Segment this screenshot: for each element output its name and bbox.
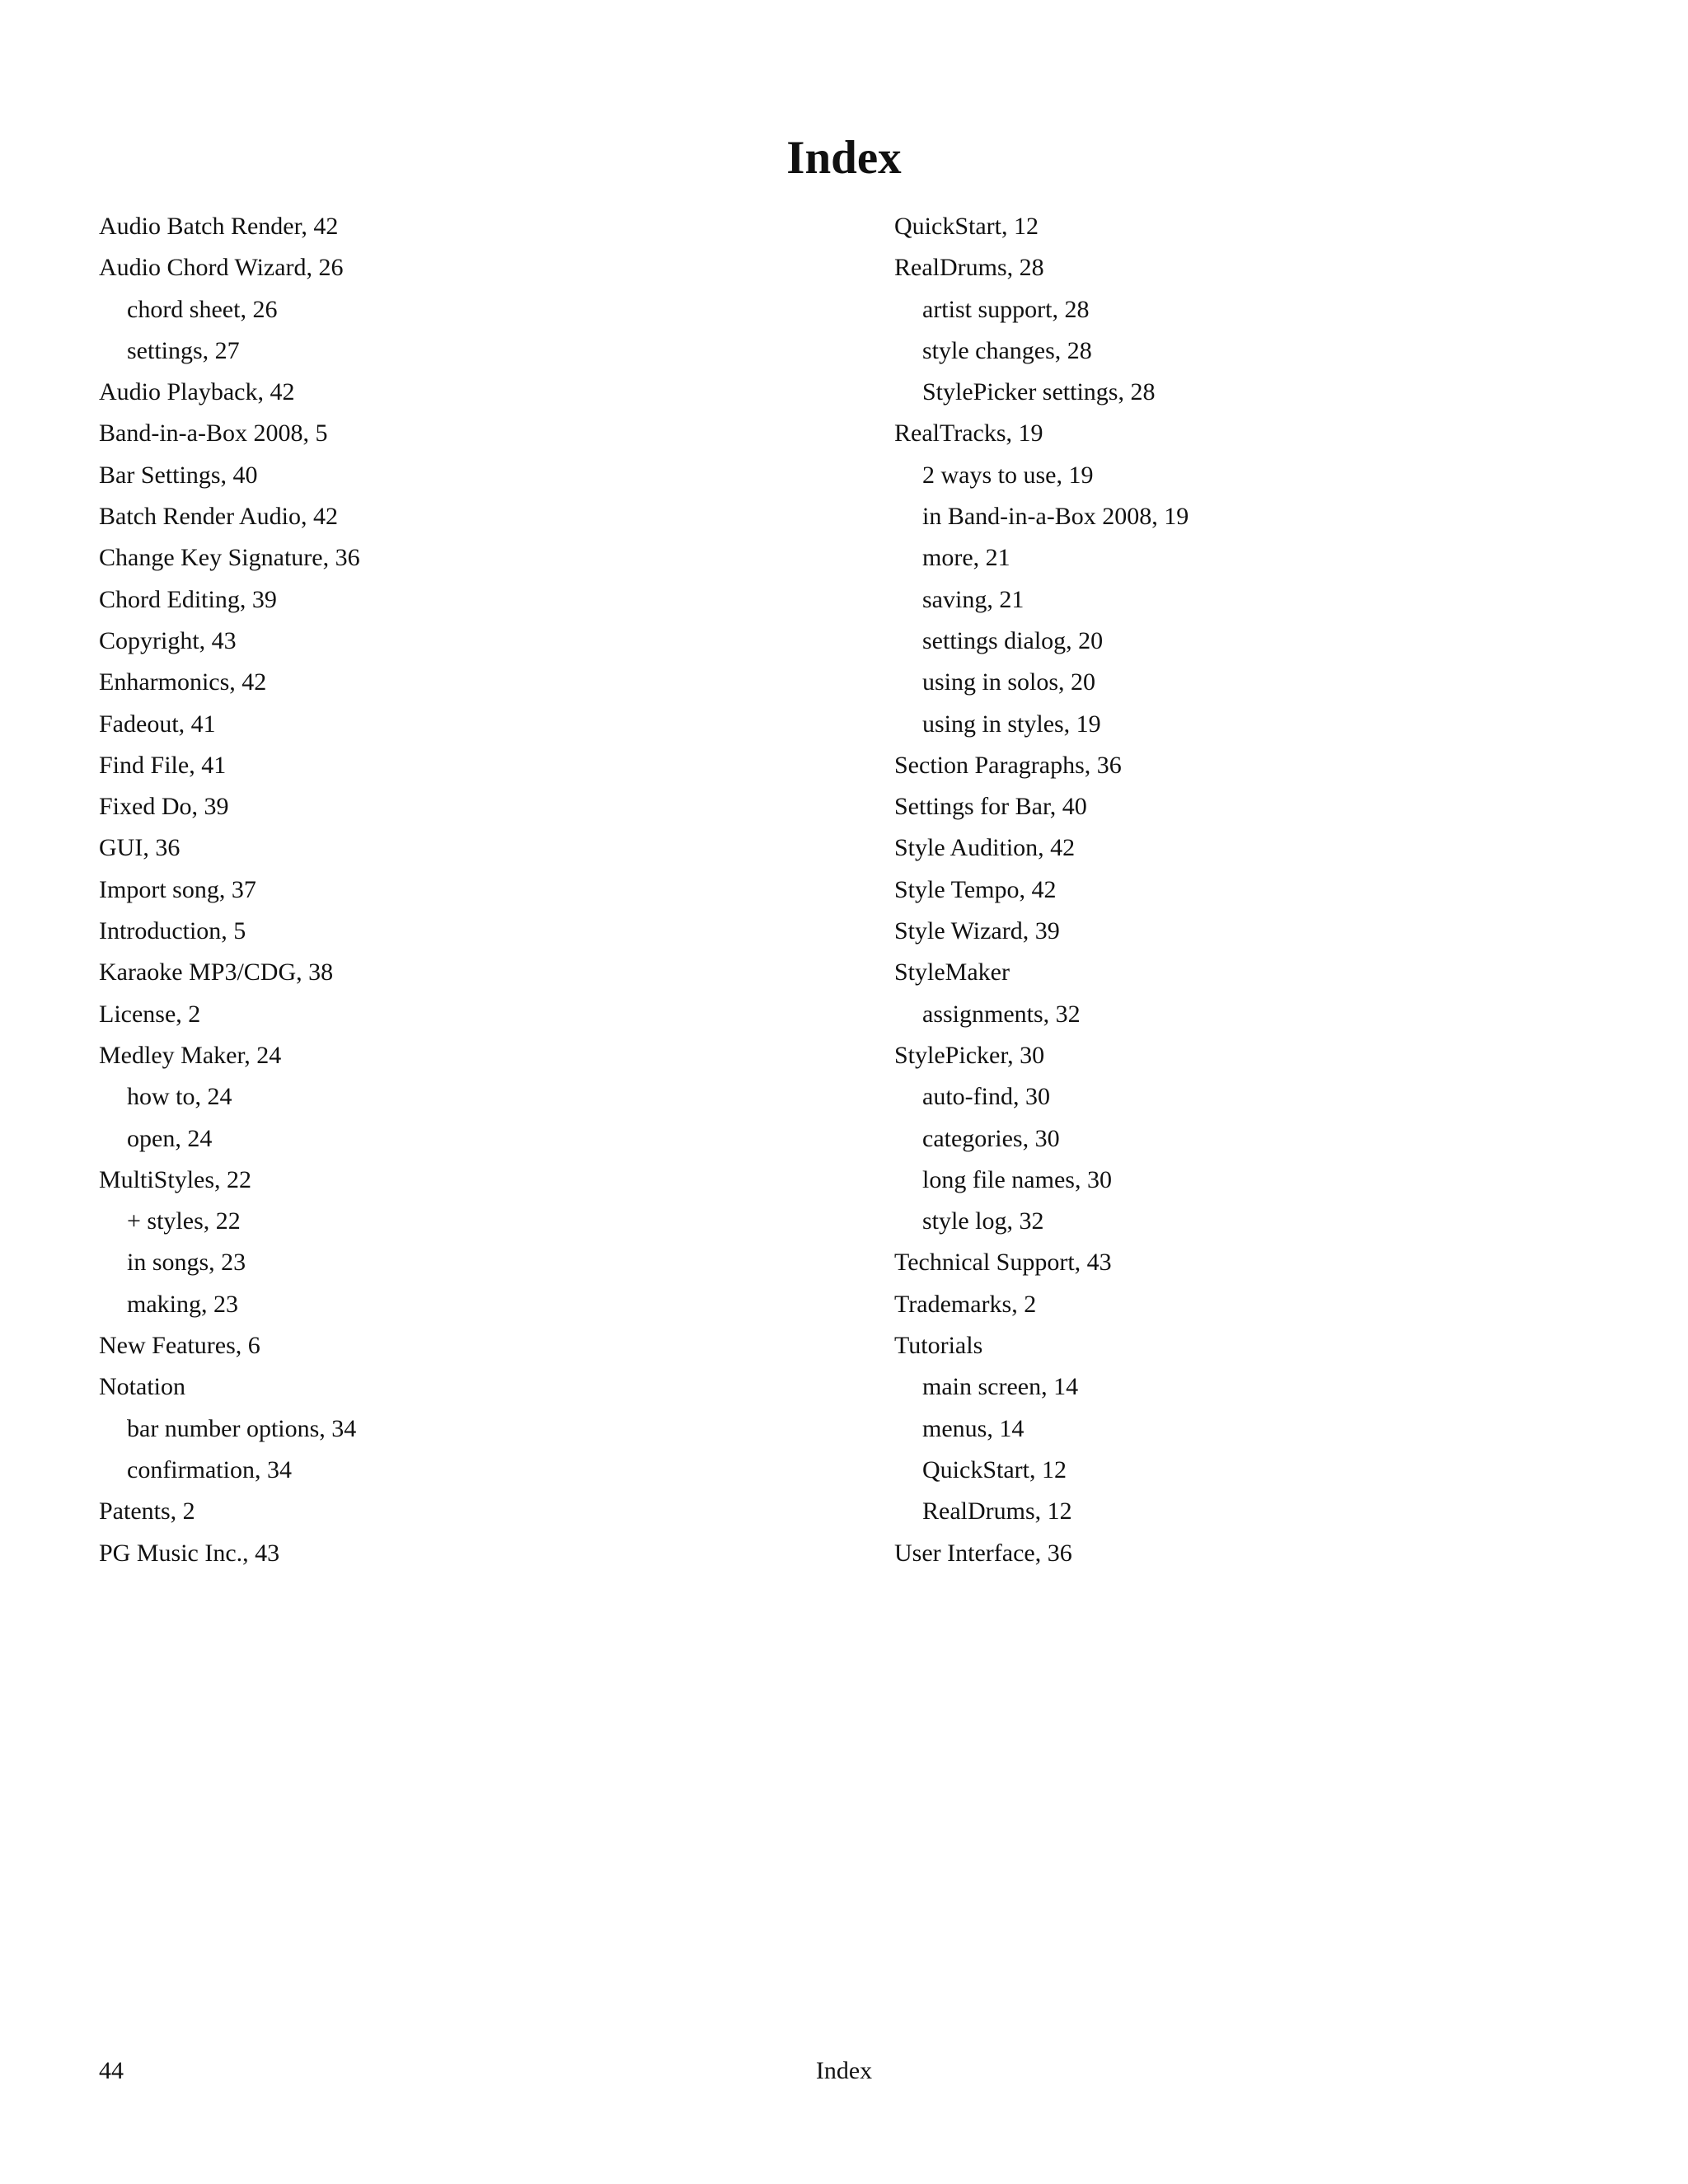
index-entry: Chord Editing, 39 [99, 585, 277, 613]
index-column-left [99, 206, 874, 1574]
index-entry: MultiStyles, 22 [99, 1165, 252, 1193]
index-subentry: RealDrums, 12 [922, 1497, 1072, 1526]
index-entry: Audio Playback, 42 [99, 378, 295, 406]
index-subentry: auto-find, 30 [922, 1083, 1050, 1111]
index-entry: Audio Chord Wizard, 26 [99, 254, 344, 282]
index-subentry: open, 24 [127, 1124, 213, 1152]
index-subentry: in Band-in-a-Box 2008, 19 [922, 503, 1189, 531]
index-subentry: 2 ways to use, 19 [922, 461, 1094, 489]
index-entry: Batch Render Audio, 42 [99, 503, 338, 531]
index-entry: Trademarks, 2 [894, 1290, 1037, 1318]
footer-section-name: Index [815, 2057, 873, 2084]
index-entry: Change Key Signature, 36 [99, 544, 360, 572]
index-subentry: using in solos, 20 [922, 668, 1096, 696]
index-subentry: bar number options, 34 [127, 1414, 357, 1442]
index-entry: QuickStart, 12 [894, 213, 1039, 240]
index-entry: Technical Support, 43 [894, 1249, 1112, 1277]
index-subentry: menus, 14 [922, 1414, 1025, 1442]
footer-page-number: 44 [99, 2057, 124, 2084]
index-subentry: confirmation, 34 [127, 1455, 292, 1483]
index-subentry: categories, 30 [922, 1124, 1060, 1152]
index-entry: Style Audition, 42 [894, 834, 1076, 862]
index-entry: Import song, 37 [99, 875, 256, 903]
index-subentry: QuickStart, 12 [922, 1455, 1067, 1483]
index-entry: Notation [99, 1373, 185, 1401]
index-entry: Introduction, 5 [99, 917, 246, 945]
index-subentry: making, 23 [127, 1290, 238, 1318]
index-entry: Section Paragraphs, 36 [894, 751, 1122, 779]
index-subentry: settings, 27 [127, 336, 240, 364]
page-title: Index [786, 132, 902, 184]
index-entry: License, 2 [99, 1000, 201, 1028]
index-entry: PG Music Inc., 43 [99, 1539, 280, 1567]
index-entry: Fadeout, 41 [99, 710, 216, 738]
index-subentry: + styles, 22 [127, 1207, 241, 1235]
index-subentry: more, 21 [922, 544, 1010, 572]
index-column-right [894, 206, 1669, 1574]
index-subentry: long file names, 30 [922, 1165, 1112, 1193]
index-subentry: style changes, 28 [922, 336, 1092, 364]
index-entry: Tutorials [894, 1332, 983, 1360]
index-entry: Fixed Do, 39 [99, 793, 229, 821]
index-entry: Find File, 41 [99, 751, 227, 779]
index-entry: Bar Settings, 40 [99, 461, 258, 489]
index-entry: Medley Maker, 24 [99, 1041, 282, 1069]
index-subentry: in songs, 23 [127, 1249, 246, 1277]
index-entry: RealDrums, 28 [894, 254, 1044, 282]
index-entry: StylePicker, 30 [894, 1041, 1045, 1069]
index-subentry: artist support, 28 [922, 295, 1090, 323]
index-entry: Settings for Bar, 40 [894, 793, 1087, 821]
index-subentry: using in styles, 19 [922, 710, 1101, 738]
index-subentry: style log, 32 [922, 1207, 1044, 1235]
index-entry: Karaoke MP3/CDG, 38 [99, 958, 334, 987]
index-entry: New Features, 6 [99, 1332, 260, 1360]
index-entry: Audio Batch Render, 42 [99, 213, 339, 240]
index-subentry: assignments, 32 [922, 1000, 1081, 1028]
index-entry: Band-in-a-Box 2008, 5 [99, 419, 328, 448]
index-entry: StyleMaker [894, 958, 1010, 987]
index-entry: Patents, 2 [99, 1497, 195, 1526]
index-subentry: StylePicker settings, 28 [922, 378, 1156, 406]
index-entry: Style Wizard, 39 [894, 917, 1060, 945]
index-entry: User Interface, 36 [894, 1539, 1072, 1567]
index-entry: GUI, 36 [99, 834, 181, 862]
index-subentry: chord sheet, 26 [127, 295, 278, 323]
index-entry: Style Tempo, 42 [894, 875, 1057, 903]
index-subentry: main screen, 14 [922, 1373, 1079, 1401]
index-entry: RealTracks, 19 [894, 419, 1043, 448]
index-subentry: settings dialog, 20 [922, 626, 1104, 654]
index-entry: Copyright, 43 [99, 626, 237, 654]
index-subentry: how to, 24 [127, 1083, 232, 1111]
index-subentry: saving, 21 [922, 585, 1025, 613]
index-entry: Enharmonics, 42 [99, 668, 267, 696]
